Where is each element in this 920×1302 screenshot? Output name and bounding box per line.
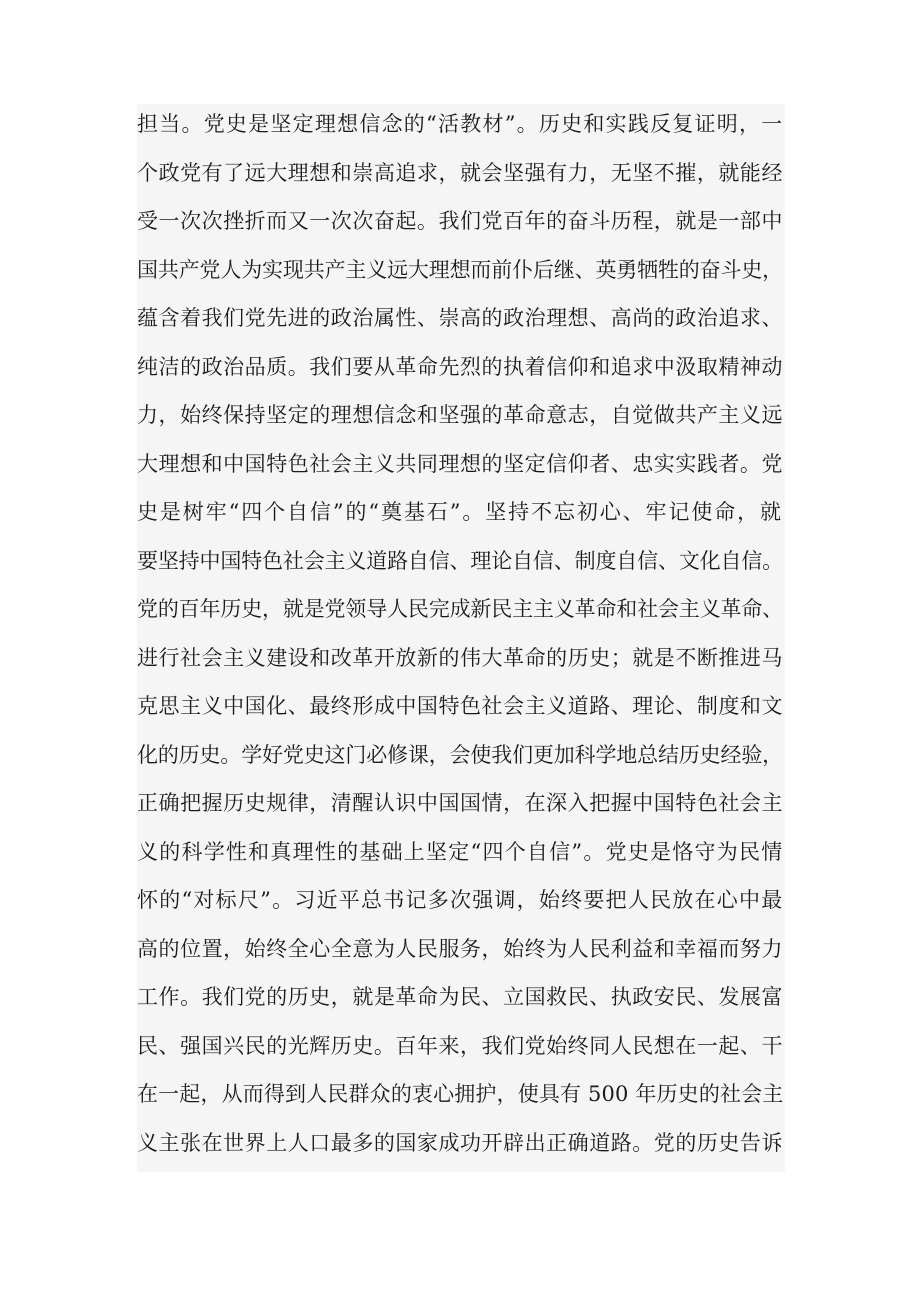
text-line: 国共产党人为实现共产主义远大理想而前仆后继、英勇牺牲的奋斗史，: [137, 257, 783, 282]
text-line: 高的位置，始终全心全意为人民服务，始终为人民利益和幸福而努力: [137, 936, 783, 961]
text-line: 纯洁的政治品质。我们要从革命先烈的执着信仰和追求中汲取精神动: [137, 354, 783, 379]
text-line: 民、强国兴民的光辉历史。百年来，我们党始终同人民想在一起、干: [137, 1033, 783, 1058]
text-line: 大理想和中国特色社会主义共同理想的坚定信仰者、忠实实践者。党: [137, 451, 783, 476]
text-line: 受一次次挫折而又一次次奋起。我们党百年的奋斗历程，就是一部中: [137, 209, 783, 233]
text-line: 力，始终保持坚定的理想信念和坚强的革命意志，自觉做共产主义远: [137, 403, 783, 427]
text-line: 义主张在世界上人口最多的国家成功开辟出正确道路。党的历史告诉: [137, 1130, 783, 1155]
text-line: 正确把握历史规律，清醒认识中国国情，在深入把握中国特色社会主: [137, 791, 783, 815]
text-line: 化的历史。学好党史这门必修课，会使我们更加科学地总结历史经验，: [137, 742, 783, 767]
text-line: 担当。党史是坚定理想信念的“活教材”。历史和实践反复证明，一: [137, 112, 784, 136]
text-line: 克思主义中国化、最终形成中国特色社会主义道路、理论、制度和文: [137, 694, 783, 718]
text-line: 要坚持中国特色社会主义道路自信、理论自信、制度自信、文化自信。: [137, 548, 783, 573]
body-text: [137, 104, 785, 1172]
text-line: 怀的“对标尺”。习近平总书记多次强调，始终要把人民放在心中最: [137, 888, 784, 912]
text-line: 进行社会主义建设和改革开放新的伟大革命的历史；就是不断推进马: [137, 645, 783, 670]
text-line: 义的科学性和真理性的基础上坚定“四个自信”。党史是恪守为民情: [137, 839, 784, 864]
text-line: 工作。我们党的历史，就是革命为民、立国救民、执政安民、发展富: [137, 985, 783, 1009]
text-line: 史是树牢“四个自信”的“奠基石”。坚持不忘初心、牢记使命，就: [137, 500, 783, 524]
text-line: 在一起，从而得到人民群众的衷心拥护，使具有 500 年历史的社会主: [137, 1082, 784, 1106]
text-line: 蕴含着我们党先进的政治属性、崇高的政治理想、高尚的政治追求、: [137, 306, 783, 330]
text-line: 个政党有了远大理想和崇高追求，就会坚强有力，无坚不摧，就能经: [137, 160, 783, 185]
text-line: 党的百年历史，就是党领导人民完成新民主主义革命和社会主义革命、: [137, 597, 783, 621]
